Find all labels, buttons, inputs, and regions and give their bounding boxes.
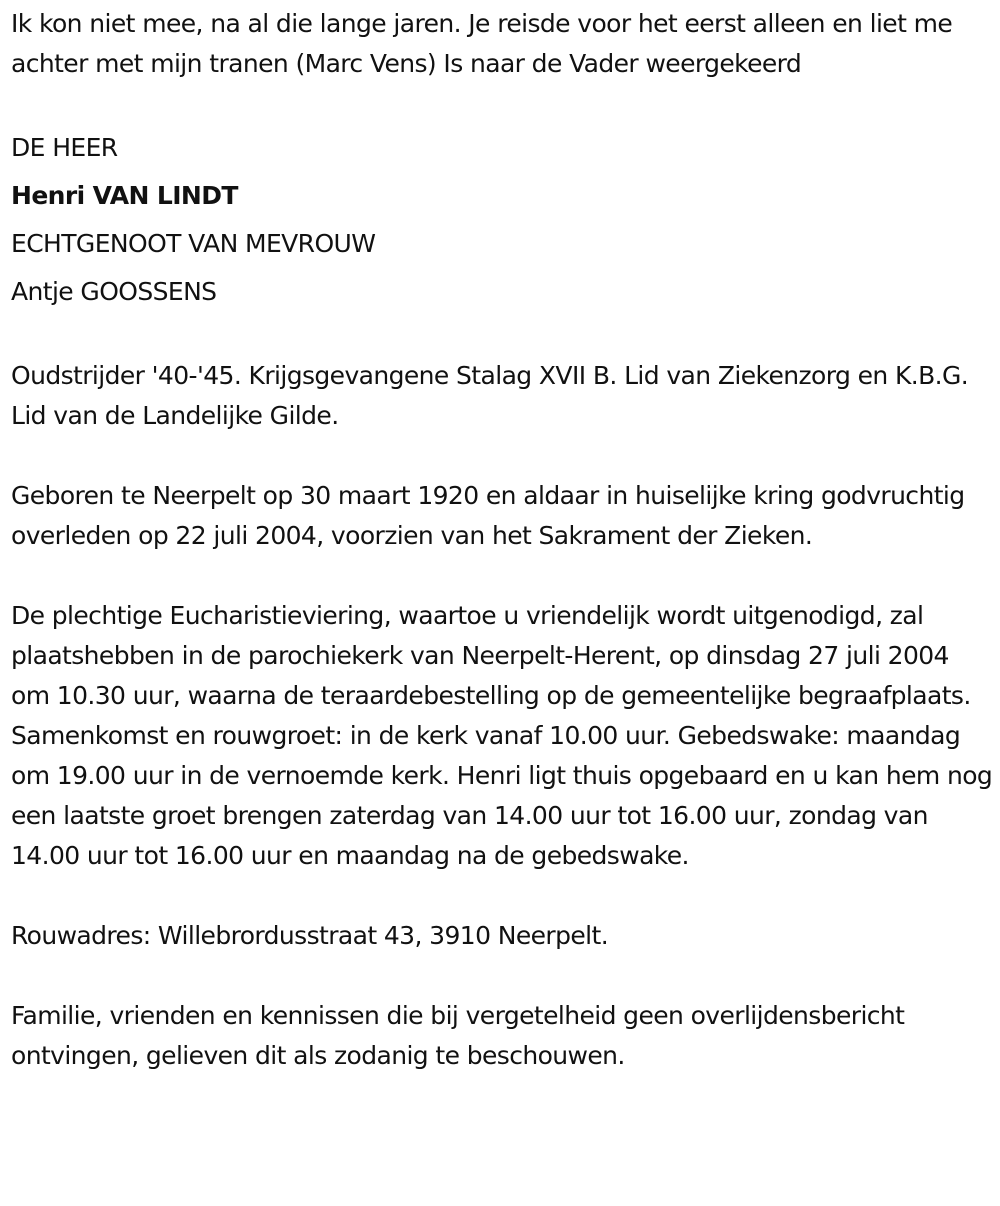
obituary-document — [11, 4, 993, 1076]
closing-paragraph: Familie, vrienden en kennissen die bij vergetelheid geen overlijdensbericht ontvingen, gelieven dit als zodanig te beschouwen. — [11, 1001, 905, 1070]
deceased-name: Henri VAN LINDT — [11, 181, 238, 210]
spouse-label: ECHTGENOOT VAN MEVROUW — [11, 229, 376, 258]
intro-quote: Ik kon niet mee, na al die lange jaren. Je reisde voor het eerst alleen en liet me achter met mijn tranen (Marc Vens) Is naar de Vader weergekeerd — [11, 9, 953, 78]
ceremony-paragraph: De plechtige Eucharistieviering, waartoe u vriendelijk wordt uitgenodigd, zal plaatshebben in de parochiekerk van Neerpelt-Herent, op dinsdag 27 juli 2004 om 10.30 uur, waarna de teraardebestelling op de gemeentelijke begraafplaats. Samenkomst en rouwgroet: in de kerk vanaf 10.00 uur. Gebedswake: maandag om 19.00 uur in de vernoemde kerk. Henri ligt thuis opgebaard en u kan hem nog een laatste groet brengen zaterdag van 14.00 uur tot 16.00 uur, zondag van 14.00 uur tot 16.00 uur en maandag na de gebedswake. — [11, 601, 993, 870]
spacer — [11, 556, 993, 596]
spacer — [11, 84, 993, 124]
spacer — [11, 316, 993, 356]
spacer — [11, 956, 993, 996]
spouse-name: Antje GOOSSENS — [11, 277, 217, 306]
birth-death-paragraph: Geboren te Neerpelt op 30 maart 1920 en aldaar in huiselijke kring godvruchtig overleden op 22 juli 2004, voorzien van het Sakrament der Zieken. — [11, 481, 965, 550]
spacer — [11, 436, 993, 476]
title-line: DE HEER — [11, 133, 118, 162]
address-paragraph: Rouwadres: Willebrordusstraat 43, 3910 Neerpelt. — [11, 921, 609, 950]
memberships-paragraph: Oudstrijder '40-'45. Krijgsgevangene Stalag XVII B. Lid van Ziekenzorg en K.B.G. Lid van de Landelijke Gilde. — [11, 361, 969, 430]
spacer — [11, 876, 993, 916]
